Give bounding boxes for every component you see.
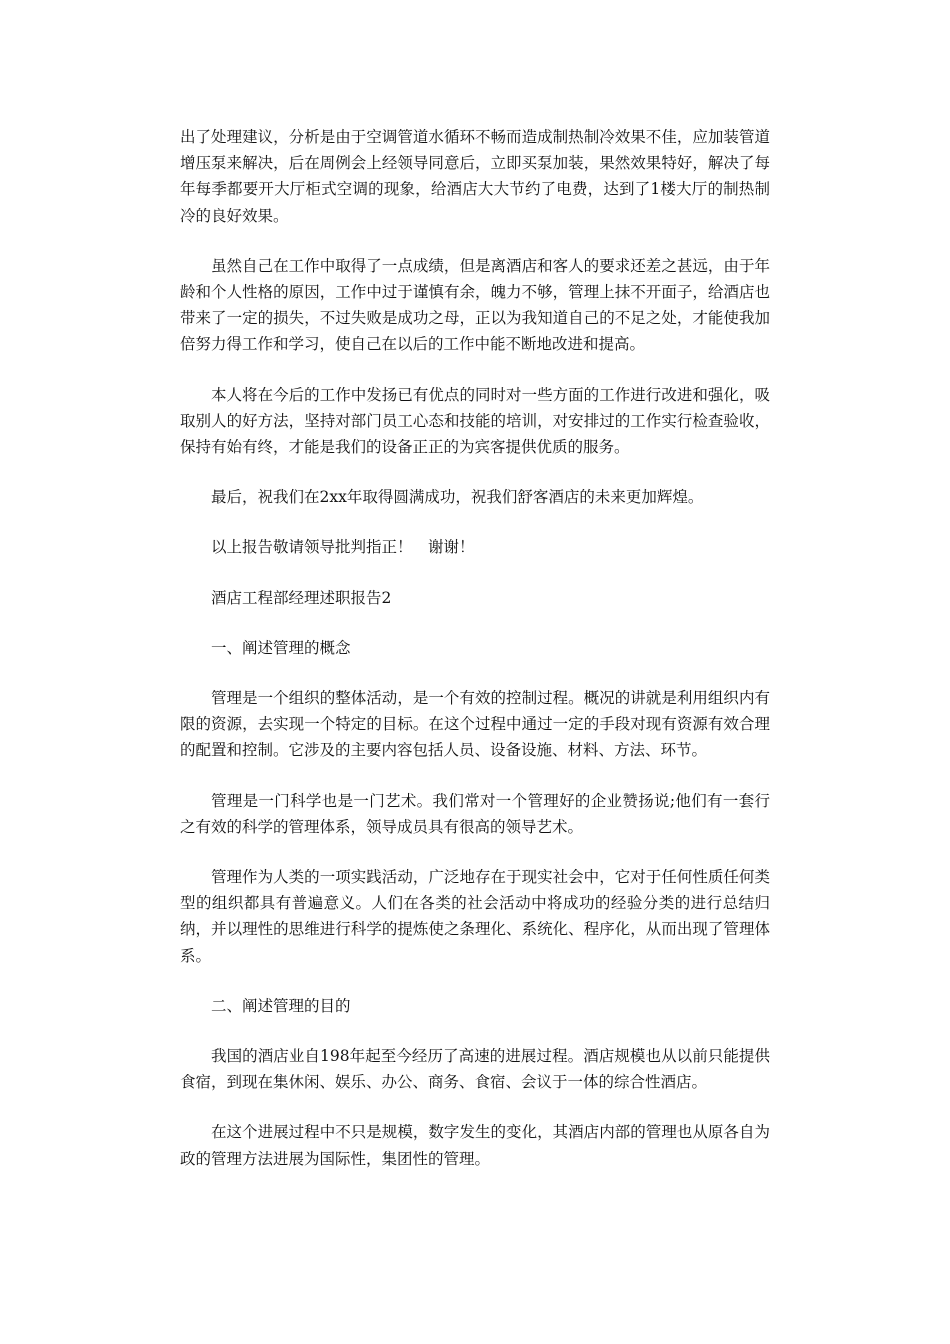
paragraph-4: 最后，祝我们在2xx年取得圆满成功，祝我们舒客酒店的未来更加辉煌。 — [211, 488, 704, 507]
section-heading-1: 一、阐述管理的概念 — [211, 638, 351, 657]
paragraph-10: 管理作为人类的一项实践活动，广泛地存在于现实社会中，它对于任何性质任何类型的组织都具有普遍意义。人们在各类的社会活动中将成功的经验分类的进行总结归纳，并以理性的思维进行科学的提炼使之条理化、系统化、程序化，从而出现了管理体系。 — [180, 868, 770, 965]
paragraph-2: 虽然自己在工作中取得了一点成绩，但是离酒店和客人的要求还差之甚远，由于年龄和个人性格的原因，工作中过于谨慎有余，魄力不够，管理上抹不开面子，给酒店也带来了一定的损失，不过失败是成功之母，正以为我知道自己的不足之处，才能使我加倍努力得工作和学习，使自己在以后的工作中能不断地改进和提高。 — [180, 256, 770, 354]
paragraph-13: 在这个进展过程中不只是规模，数字发生的变化，其酒店内部的管理也从原各自为政的管理方法进展为国际性，集团性的管理。 — [180, 1123, 770, 1168]
paragraph-8: 管理是一个组织的整体活动，是一个有效的控制过程。概况的讲就是利用组织内有限的资源，去实现一个特定的目标。在这个过程中通过一定的手段对现有资源有效合理的配置和控制。它涉及的主要内容包括人员、设备设施、材料、方法、环节。 — [180, 689, 770, 760]
paragraph-3: 本人将在今后的工作中发扬已有优点的同时对一些方面的工作进行改进和强化，吸取别人的好方法，坚持对部门员工心态和技能的培训，对安排过的工作实行检查验收，保持有始有终，才能是我们的设备正正的为宾客提供优质的服务。 — [180, 385, 770, 457]
paragraph-5: 以上报告敬请领导批判指正！ 谢谢！ — [211, 538, 475, 557]
document-page — [180, 124, 770, 1196]
paragraph-1: 出了处理建议，分析是由于空调管道水循环不畅而造成制热制冷效果不佳，应加装管道增压泵来解决，后在周例会上经领导同意后，立即买泵加装，果然效果特好，解决了每年每季都要开大厅柜式空调的现象，给酒店大大节约了电费，达到了1楼大厅的制热制冷的良好效果。 — [180, 128, 770, 225]
report-title: 酒店工程部经理述职报告2 — [211, 588, 392, 607]
paragraph-12: 我国的酒店业自198年起至今经历了高速的进展过程。酒店规模也从以前只能提供食宿，到现在集休闲、娱乐、办公、商务、食宿、会议于一体的综合性酒店。 — [180, 1047, 770, 1092]
paragraph-9: 管理是一门科学也是一门艺术。我们常对一个管理好的企业赞扬说;他们有一套行之有效的科学的管理体系，领导成员具有很高的领导艺术。 — [180, 791, 770, 836]
section-heading-2: 二、阐述管理的目的 — [211, 996, 351, 1015]
